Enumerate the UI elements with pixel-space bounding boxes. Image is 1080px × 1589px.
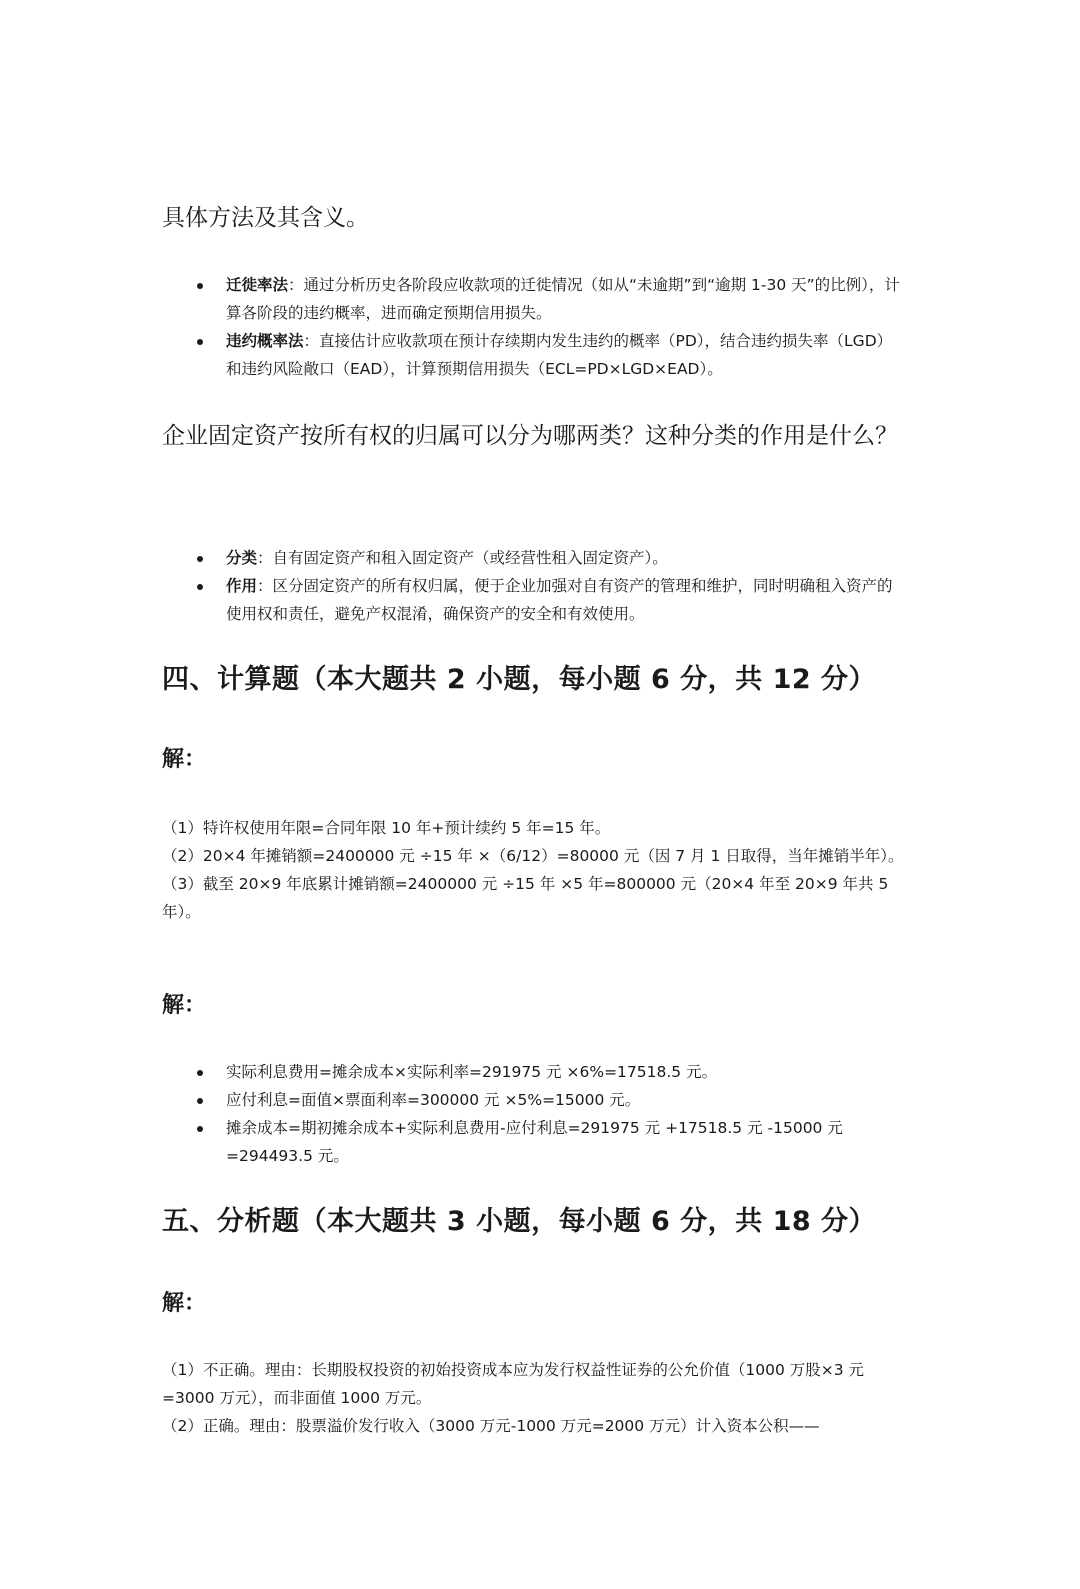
fixed-assets-question-wrap [162,408,907,464]
answer-label: 解： [162,1291,207,1316]
answer-line: （1）特许权使用年限=合同年限 10 年+预计续约 5 年=15 年。 [162,819,611,837]
section4-heading-wrap [162,660,907,700]
list-item [162,327,907,383]
item-text: ：通过分析历史各阶段应收款项的迁徙情况（如从“未逾期”到“逾期 1-30 天”的比例），计算各阶段的违约概率，进而确定预期信用损失。 [226,276,900,322]
section4-answer1 [162,814,907,926]
section5-title: 五、分析题（本大题共 3 小题，每小题 6 分，共 18 分） [162,1206,877,1237]
section4-answer2-label-wrap [162,990,907,1022]
item-text: ：自有固定资产和租入固定资产（或经营性租入固定资产）。 [257,549,668,567]
section4-answer1-label-wrap [162,744,907,776]
list-item: 实际利息费用=摊余成本×实际利率=291975 元 ×6%=17518.5 元。 [162,1058,907,1086]
item-term: 迁徙率法 [226,276,289,294]
answer-line: （2）20×4 年摊销额=2400000 元 ÷15 年 ×（6/12）=80000 元（因 7 月 1 日取得，当年摊销半年）。 [162,847,904,865]
section5-heading-wrap [162,1202,907,1242]
list-item: 应付利息=面值×票面利率=300000 元 ×5%=15000 元。 [162,1086,907,1114]
answer-line: （3）截至 20×9 年底累计摊销额=2400000 元 ÷15 年 ×5 年=800000 元（20×4 年至 20×9 年共 5 年）。 [162,875,889,921]
list-item [162,544,907,572]
item-term: 分类 [226,549,258,567]
fixed-assets-question: 企业固定资产按所有权的归属可以分为哪两类？这种分类的作用是什么？ [162,423,898,449]
fixed-assets-list-wrap [162,544,907,628]
answer-list [162,1058,907,1170]
list-item: 摊余成本=期初摊余成本+实际利息费用-应付利息=291975 元 +17518.5 元 -15000 元=294493.5 元。 [162,1114,907,1170]
fixed-assets-list [162,544,907,628]
section4-answer2 [162,1058,907,1170]
item-text: ：区分固定资产的所有权归属，便于企业加强对自有资产的管理和维护，同时明确租入资产的使用权和责任，避免产权混淆，确保资产的安全和有效使用。 [226,577,893,623]
methods-heading: 具体方法及其含义。 [162,205,369,231]
item-text: ：直接估计应收款项在预计存续期内发生违约的概率（PD），结合违约损失率（LGD）和违约风险敞口（EAD），计算预期信用损失（ECL=PD×LGD×EAD）。 [226,332,893,378]
item-term: 违约概率法 [226,332,304,350]
section5-answer1-label-wrap [162,1288,907,1320]
item-term: 作用 [226,577,258,595]
answer-label: 解： [162,747,207,772]
answer-line: （1）不正确。理由：长期股权投资的初始投资成本应为发行权益性证券的公允价值（1000 万股×3 元=3000 万元），而非面值 1000 万元。 [162,1361,865,1407]
methods-list [162,271,907,383]
methods-section [162,190,907,246]
list-item [162,572,907,628]
section4-title: 四、计算题（本大题共 2 小题，每小题 6 分，共 12 分） [162,664,877,695]
section5-answer1 [162,1356,907,1440]
answer-line: （2）正确。理由：股票溢价发行收入（3000 万元-1000 万元=2000 万元）计入资本公积—— [162,1417,820,1435]
methods-list-wrap [162,271,907,383]
answer-label: 解： [162,993,207,1018]
list-item [162,271,907,327]
